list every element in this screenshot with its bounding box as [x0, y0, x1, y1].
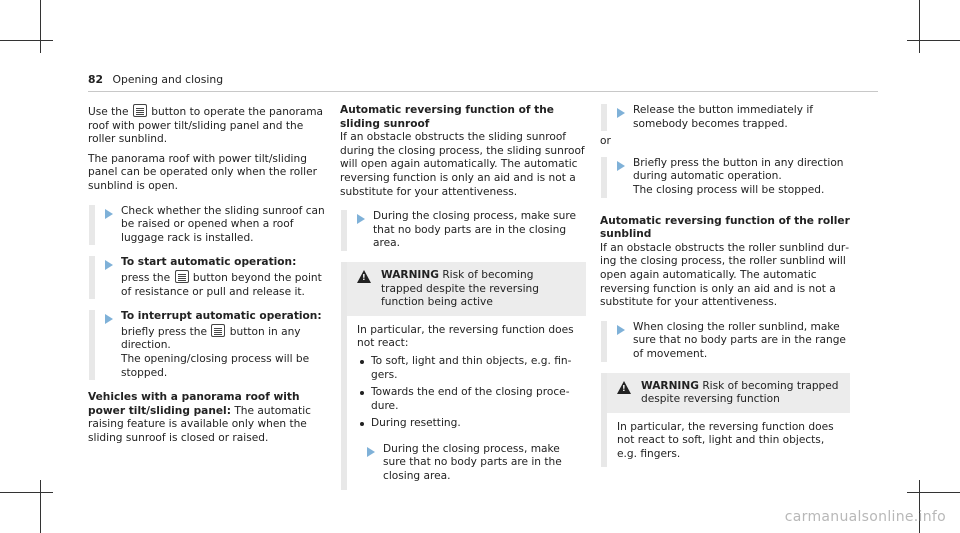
warning-label: WARNING	[641, 379, 699, 392]
step-arrow-icon	[617, 325, 625, 335]
column-2	[340, 104, 586, 490]
step-arrow-icon	[105, 260, 113, 270]
instruction-step: To interrupt automatic operation: briefly press the button in any direction. The opening/closing process will be stopped.	[89, 310, 328, 380]
warning-box	[601, 373, 850, 468]
intro-paragraph: Use the button to operate the panorama roof with power tilt/sliding panel and the roller sunblind.	[88, 106, 324, 146]
list-item: To soft, light and thin objects, e.g. fingers.	[357, 355, 578, 382]
warning-bullet-list	[357, 355, 578, 431]
crop-mark	[907, 492, 960, 493]
warning-icon: !	[357, 270, 371, 283]
instruction-step: When closing the roller sunblind, make sure that no body parts are in the range of movement.	[601, 321, 850, 362]
step-arrow-icon	[367, 447, 375, 457]
intro-paragraph-2: The panorama roof with power tilt/sliding panel can be operated only when the roller sunblind is open.	[88, 152, 317, 192]
section-title: Opening and closing	[112, 73, 224, 86]
step-label: To start automatic operation:	[121, 256, 297, 269]
step-arrow-icon	[105, 209, 113, 219]
warning-icon: !	[617, 381, 631, 394]
section-text: If an obstacle obstructs the sliding sunroof during the closing process, the sliding sunroof will open again automatically. The automatic reversing function is only an aid and is not a substitute for your attentiveness.	[340, 131, 585, 198]
instruction-step: During the closing process, make sure that no body parts are in the closing area.	[357, 443, 578, 484]
warning-header	[607, 373, 850, 413]
page-header	[88, 73, 223, 87]
page-number: 82	[88, 73, 104, 86]
instruction-step: Check whether the sliding sunroof can be raised or opened when a roof luggage rack is installed.	[89, 205, 328, 246]
roof-button-icon	[211, 324, 225, 337]
warning-body: In particular, the reversing function does not react to soft, light and thin objects, e.g. fingers.	[617, 420, 834, 460]
crop-mark	[919, 0, 920, 53]
section-text: If an obstacle obstructs the roller sunblind during the closing process, the roller sunblind will open again automatically. The automatic reversing function is only an aid and is not a substitute for your attentiveness.	[600, 241, 850, 309]
crop-mark	[0, 40, 53, 41]
watermark: carmanualsonline.info	[784, 509, 946, 525]
list-item: During resetting.	[357, 417, 578, 431]
warning-box	[341, 262, 586, 490]
instruction-step: To start automatic operation: press the button beyond the point of resistance or pull and release it.	[89, 256, 328, 299]
header-divider	[88, 91, 878, 92]
step-arrow-icon	[617, 108, 625, 118]
or-separator: or	[600, 135, 611, 148]
roof-button-icon	[175, 270, 189, 283]
crop-mark	[919, 480, 920, 533]
column-1	[88, 104, 328, 445]
vehicles-note: Vehicles with a panorama roof with power tilt/sliding panel: The automatic raising feature is available only when the sliding sunroof is closed or raised.	[88, 391, 311, 444]
crop-mark	[0, 492, 53, 493]
warning-label: WARNING	[381, 268, 439, 281]
roof-button-icon	[133, 104, 147, 117]
crop-mark	[40, 480, 41, 533]
list-item: Towards the end of the closing procedure.	[357, 386, 578, 413]
warning-header	[347, 262, 586, 316]
column-3	[600, 104, 850, 467]
step-arrow-icon	[357, 214, 365, 224]
crop-mark	[40, 0, 41, 53]
warning-title: Risk of becoming trapped despite reversing function	[641, 379, 839, 406]
section-heading: Automatic reversing function of the roller sunblind	[600, 214, 850, 241]
crop-mark	[907, 40, 960, 41]
warning-title: Risk of becoming trapped despite the reversing function being active	[381, 268, 539, 309]
step-label: To interrupt automatic operation:	[121, 310, 322, 323]
instruction-step: Release the button immediately if somebody becomes trapped.	[601, 104, 850, 131]
step-arrow-icon	[617, 161, 625, 171]
instruction-step: During the closing process, make sure that no body parts are in the closing area.	[341, 210, 586, 251]
section-heading: Automatic reversing function of the sliding sunroof	[340, 104, 554, 130]
instruction-step: Briefly press the button in any direction during automatic operation. The closing process will be stopped.	[601, 157, 850, 198]
warning-body: In particular, the reversing function does not react: To soft, light and thin objects, e.g. fingers. Towards the end of the closing procedure. During resetting. During the closing process, make sure that no body parts are in the closing area.	[347, 316, 586, 490]
step-arrow-icon	[105, 314, 113, 324]
